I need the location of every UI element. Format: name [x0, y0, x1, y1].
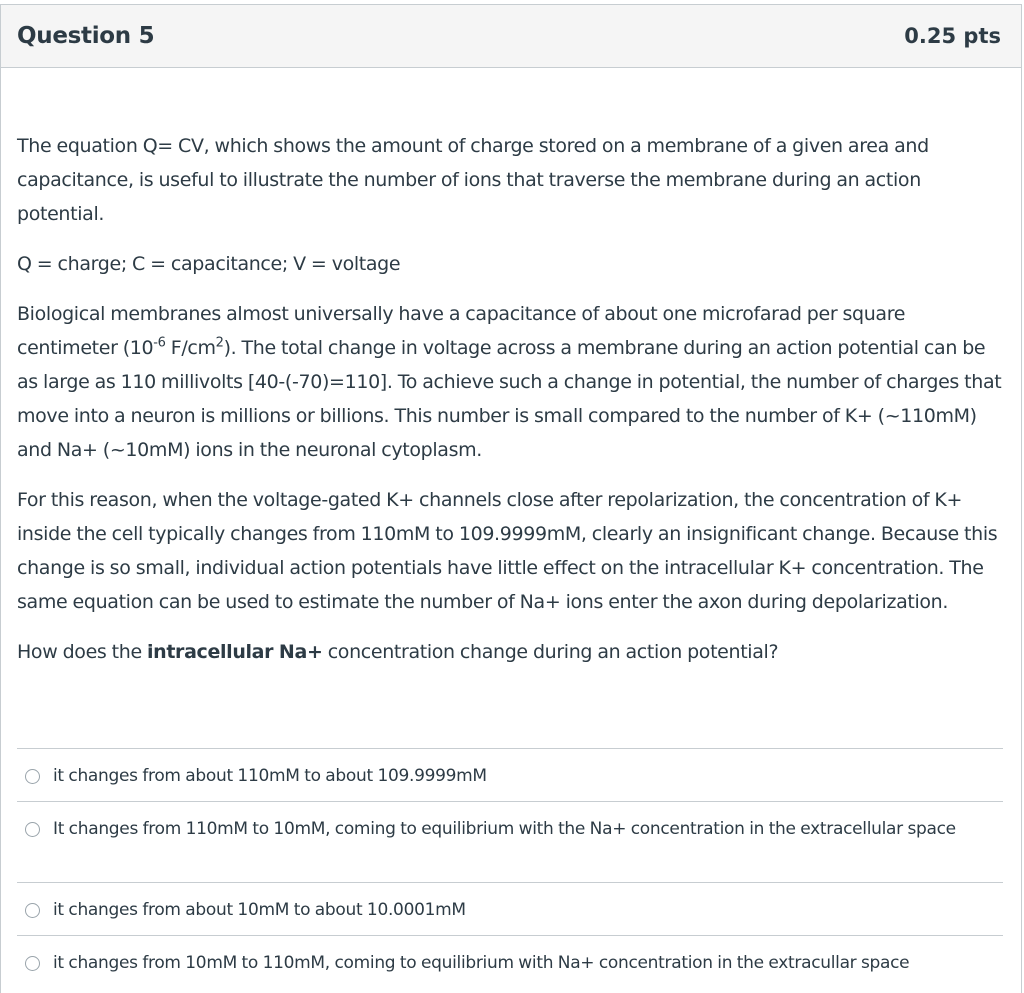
superscript-squared: 2 [215, 335, 224, 351]
question-text [17, 129, 1005, 669]
answer-label[interactable]: It changes from 110mM to 10mM, coming to equilibrium with the Na+ concentration in the extracellular space [53, 819, 956, 839]
paragraph-capacitance-part-b: F/cm [165, 337, 216, 359]
paragraph-capacitance [17, 297, 1005, 467]
superscript-exponent: -6 [153, 335, 166, 351]
radio-button[interactable] [25, 769, 40, 784]
paragraph-capacitance-part-c: ). The total change in voltage across a membrane during an action potential can be as large as 110 millivolts [40-(-70)=110]. To achieve such a change in potential, the number of charges that move into a neuron is millions or billions. This number is small compared to the number of K+ (~110mM) and Na+ (~10mM) ions in the neuronal cytoplasm. [17, 337, 1002, 461]
paragraph-repolarization: For this reason, when the voltage-gated K+ channels close after repolarization, the concentration of K+ inside the cell typically changes from 110mM to 109.9999mM, clearly an insignificant change. Because this change is so small, individual action potentials have little effect on the intracellular K+ concentration. The same equation can be used to estimate the number of Na+ ions enter the axon during depolarization. [17, 489, 998, 613]
answer-label[interactable]: it changes from about 110mM to about 109.9999mM [53, 766, 487, 786]
radio-button[interactable] [25, 822, 40, 837]
question-header [1, 5, 1021, 68]
question-prompt-part-b: concentration change during an action potential? [322, 641, 779, 663]
question-prompt [17, 635, 1005, 669]
answer-option-1[interactable] [17, 748, 1003, 801]
radio-button[interactable] [25, 903, 40, 918]
paragraph-equation-intro: The equation Q= CV, which shows the amount of charge stored on a membrane of a given area and capacitance, is useful to illustrate the number of ions that traverse the membrane during an action potential. [17, 135, 929, 225]
answer-option-2[interactable] [17, 801, 1003, 882]
question-points: 0.25 pts [904, 24, 1001, 48]
answer-label[interactable]: it changes from about 10mM to about 10.0001mM [53, 900, 466, 920]
question-card [0, 4, 1022, 993]
paragraph-capacitance-part-a: Biological membranes almost universally have a capacitance of about one microfarad per square centimeter (10 [17, 303, 906, 359]
question-body [1, 129, 1021, 669]
answer-label[interactable]: it changes from 10mM to 110mM, coming to equilibrium with Na+ concentration in the extracullar space [53, 953, 910, 973]
paragraph-definitions: Q = charge; C = capacitance; V = voltage [17, 253, 401, 275]
answer-option-4[interactable] [17, 935, 1003, 988]
answer-option-3[interactable] [17, 882, 1003, 935]
question-title: Question 5 [17, 23, 155, 49]
question-prompt-bold: intracellular Na+ [146, 641, 323, 663]
answer-list [17, 748, 1003, 988]
radio-button[interactable] [25, 956, 40, 971]
question-prompt-part-a: How does the [17, 641, 147, 663]
